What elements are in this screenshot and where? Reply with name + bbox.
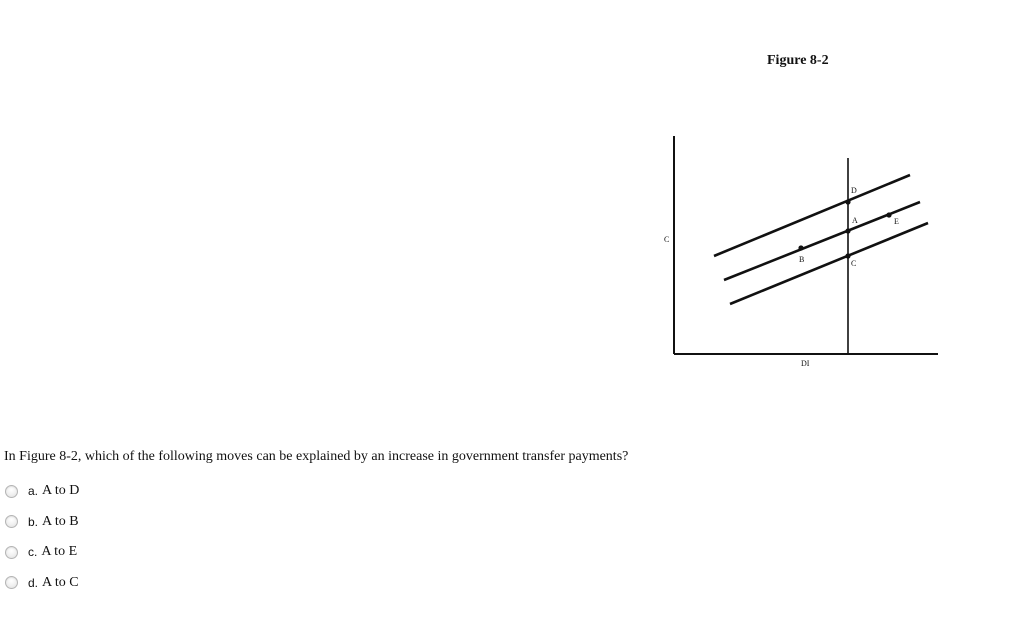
point-c xyxy=(845,253,850,258)
x-axis-label: DI xyxy=(801,359,810,368)
figure-title: Figure 8-2 xyxy=(767,53,829,68)
label-a: A xyxy=(852,216,858,225)
option-letter: d. xyxy=(28,575,39,590)
point-e xyxy=(886,212,891,217)
option-b[interactable] xyxy=(5,507,79,538)
label-c: C xyxy=(851,259,857,268)
option-text: A to C xyxy=(42,574,79,590)
option-text: A to E xyxy=(41,544,78,560)
answer-options xyxy=(5,476,79,598)
label-b: B xyxy=(799,255,805,264)
option-text: A to D xyxy=(42,483,80,499)
option-a[interactable] xyxy=(5,476,79,507)
option-letter: b. xyxy=(28,514,39,529)
radio-button[interactable] xyxy=(5,485,18,498)
graph-svg xyxy=(650,120,950,380)
label-d: D xyxy=(851,186,857,195)
label-e: E xyxy=(894,217,899,226)
option-letter: c. xyxy=(28,545,38,560)
consumption-line-lower xyxy=(730,223,928,304)
option-letter: a. xyxy=(28,484,39,499)
point-d xyxy=(845,199,850,204)
radio-button[interactable] xyxy=(5,576,18,589)
point-b xyxy=(798,245,803,250)
consumption-function-graph xyxy=(650,120,950,380)
option-text: A to B xyxy=(42,513,79,529)
radio-button[interactable] xyxy=(5,515,18,528)
option-c[interactable] xyxy=(5,537,79,568)
y-axis-label: C xyxy=(664,235,670,244)
question-text: In Figure 8-2, which of the following moves can be explained by an increase in government transfer payments? xyxy=(4,449,629,464)
option-d[interactable] xyxy=(5,568,79,599)
point-a xyxy=(845,228,850,233)
radio-button[interactable] xyxy=(5,546,18,559)
